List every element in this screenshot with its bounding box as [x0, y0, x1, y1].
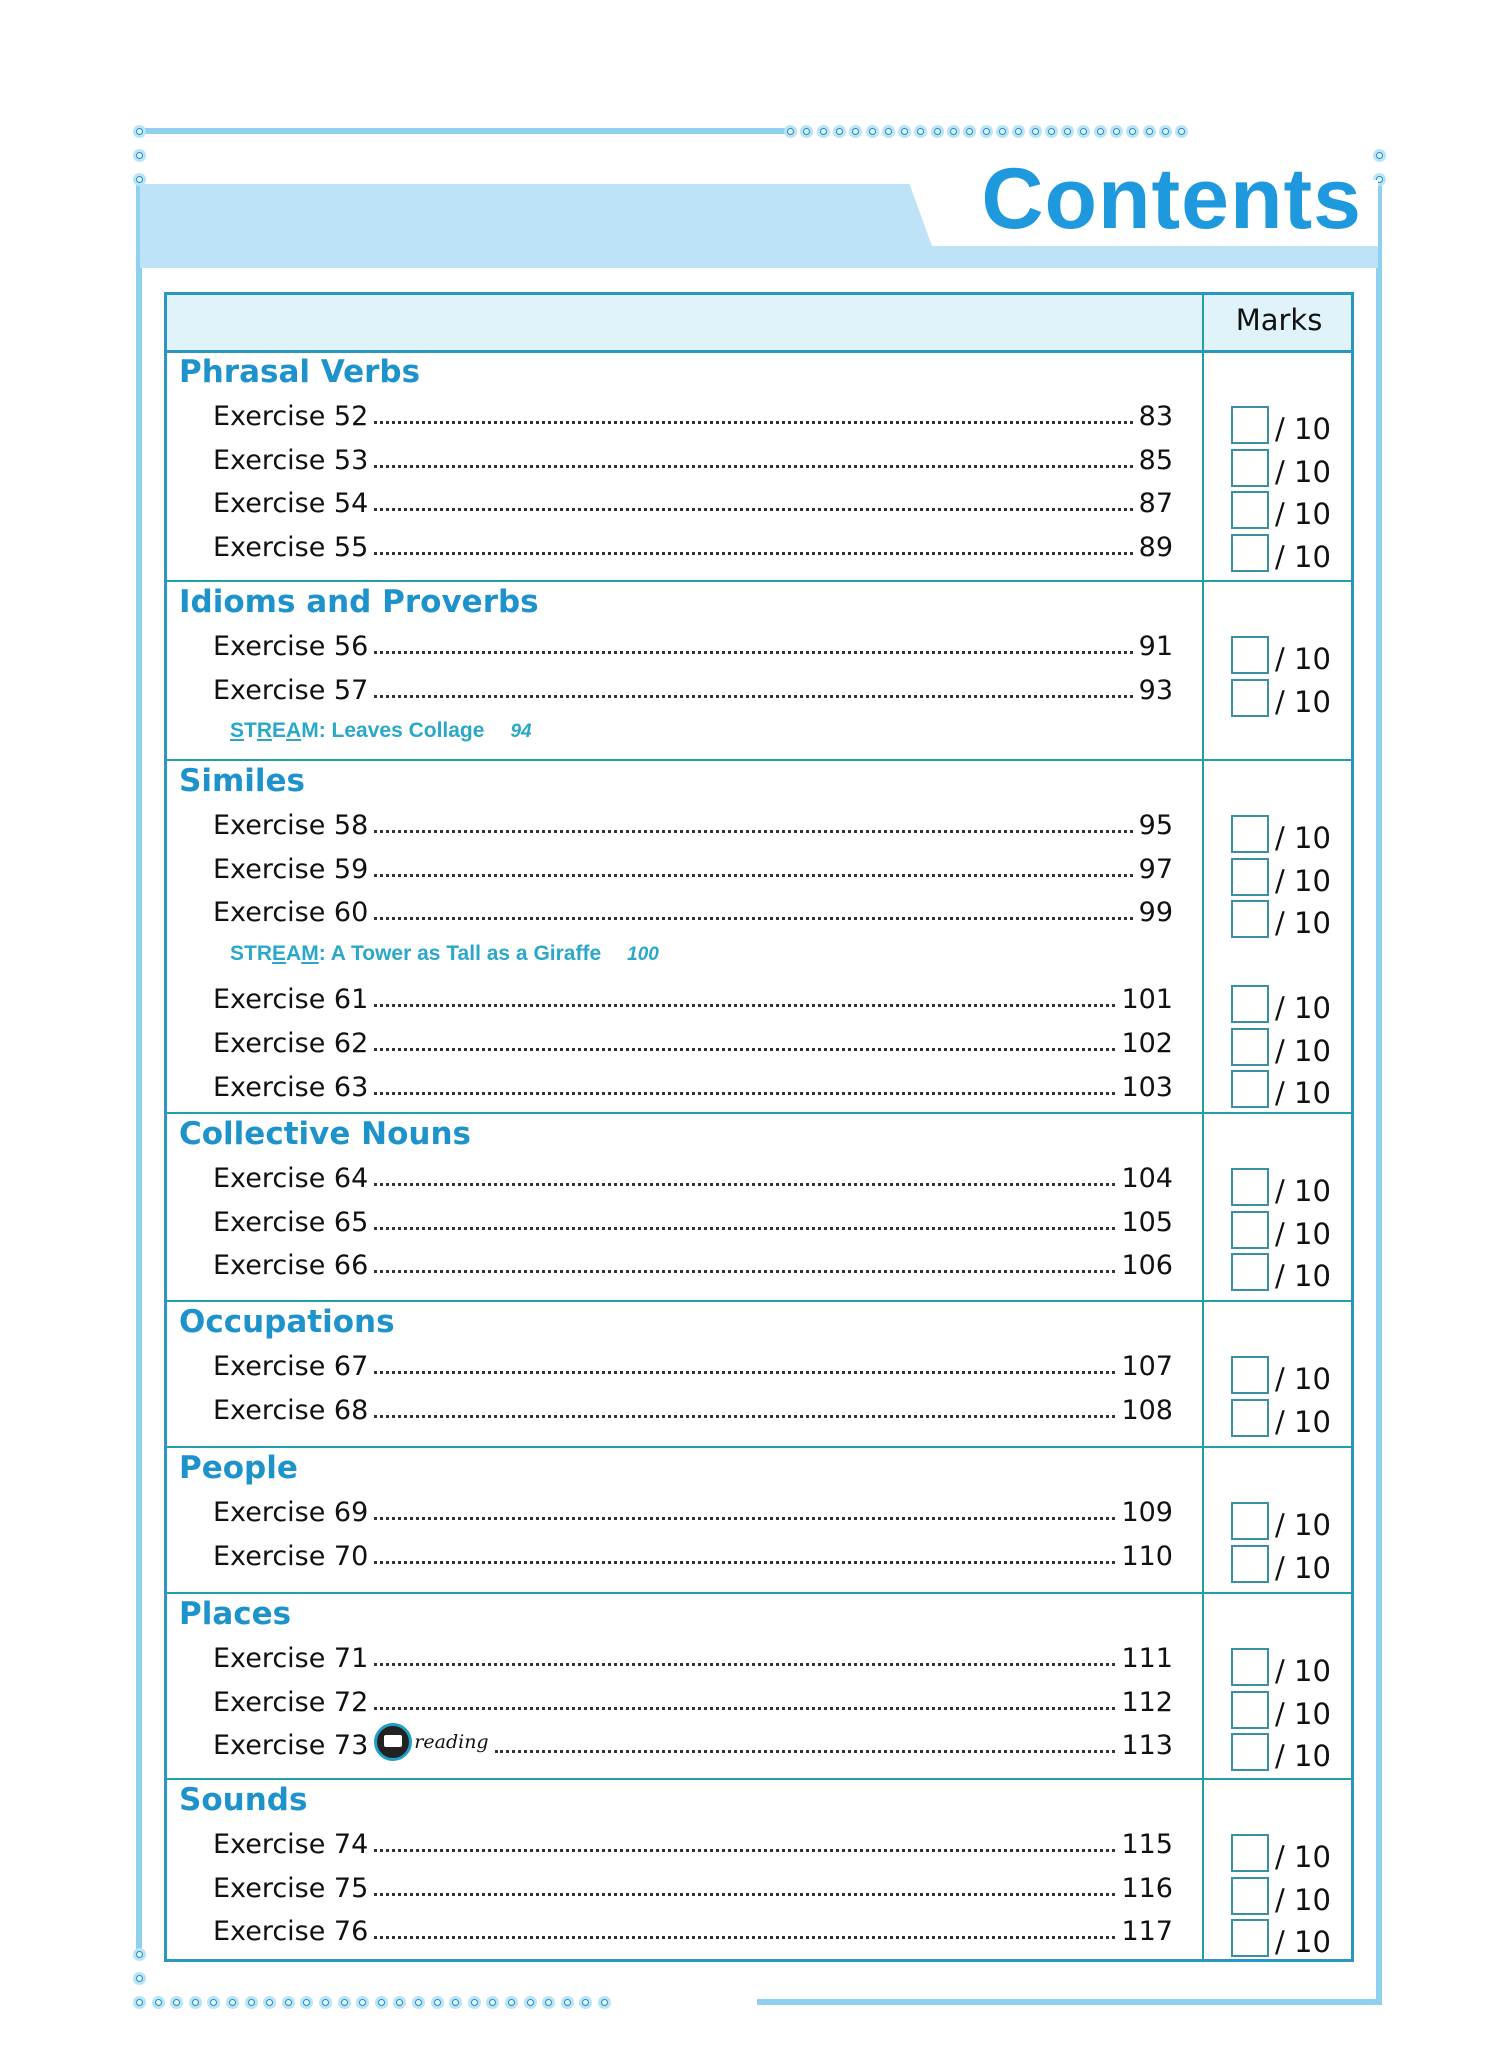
exercise-row[interactable] [213, 436, 1173, 476]
exercise-label: Exercise 62 [213, 1028, 369, 1059]
dot-leader [374, 695, 1132, 698]
exercise-row[interactable] [213, 523, 1173, 563]
section [167, 1112, 1351, 1302]
frame-dot-icon [1373, 149, 1386, 162]
page-number: 102 [1121, 1028, 1173, 1059]
marks-out-of: / 10 [1275, 1259, 1331, 1293]
dot-leader [374, 917, 1132, 920]
exercise-row[interactable] [213, 888, 1173, 928]
frame-dot-icon [561, 1996, 574, 2009]
stream-page-number: 94 [510, 721, 532, 743]
stream-page-number: 100 [627, 943, 659, 965]
stream-prefix: STREAM [230, 719, 319, 743]
marks-entry [1231, 1830, 1331, 1872]
marks-input-box[interactable] [1231, 815, 1269, 853]
frame-dot-icon [931, 125, 944, 138]
exercise-label: Exercise 67 [213, 1351, 369, 1382]
marks-input-box[interactable] [1231, 491, 1269, 529]
reading-badge [374, 1723, 488, 1761]
frame-dot-icon [980, 125, 993, 138]
marks-out-of: / 10 [1275, 991, 1331, 1026]
frame-dot-icon [524, 1996, 537, 2009]
marks-entry [1231, 1498, 1331, 1540]
frame-right-line [1376, 180, 1382, 2005]
marks-entry [1231, 445, 1331, 487]
marks-entry [1231, 1729, 1331, 1771]
reading-label: reading [414, 1731, 489, 1754]
dot-leader [374, 552, 1132, 555]
stream-prefix: STREAM [230, 941, 319, 965]
exercise-label: Exercise 54 [213, 488, 369, 520]
stream-activity-link[interactable] [230, 719, 532, 743]
frame-dot-icon [1175, 125, 1188, 138]
exercise-label: Exercise 52 [213, 401, 369, 432]
frame-dot-icon [598, 1996, 611, 2009]
section-title: Similes [179, 763, 305, 799]
marks-out-of: / 10 [1275, 684, 1331, 719]
exercise-label: Exercise 63 [213, 1071, 369, 1103]
exercise-row[interactable] [213, 1063, 1173, 1103]
marks-out-of: / 10 [1275, 1696, 1331, 1731]
exercise-label: Exercise 75 [213, 1872, 369, 1904]
section [167, 1592, 1351, 1780]
exercise-row[interactable] [213, 1241, 1173, 1281]
marks-input-box[interactable] [1231, 1502, 1269, 1540]
exercise-label: Exercise 76 [213, 1916, 369, 1948]
marks-out-of: / 10 [1275, 863, 1331, 898]
frame-dot-icon [375, 1996, 388, 2009]
exercise-label: Exercise 69 [213, 1497, 369, 1528]
marks-input-box[interactable] [1231, 1253, 1269, 1291]
frame-top-line [145, 128, 785, 134]
marks-input-box[interactable] [1231, 1691, 1269, 1729]
frame-dot-icon [1094, 125, 1107, 138]
dot-leader [374, 1849, 1115, 1852]
stream-title: : Leaves Collage [318, 719, 485, 743]
frame-dot-icon [486, 1996, 499, 2009]
frame-dot-icon [898, 125, 911, 138]
marks-input-box[interactable] [1231, 1070, 1269, 1108]
frame-dot-icon [1077, 125, 1090, 138]
marks-input-box[interactable] [1231, 985, 1269, 1023]
frame-dot-icon [393, 1996, 406, 2009]
exercise-row[interactable] [213, 1820, 1173, 1860]
page-number: 105 [1121, 1206, 1173, 1238]
page-number: 117 [1121, 1916, 1173, 1948]
dot-leader [374, 1561, 1115, 1564]
marks-out-of: / 10 [1275, 454, 1331, 489]
marks-out-of: / 10 [1275, 1076, 1331, 1111]
marks-input-box[interactable] [1231, 1919, 1269, 1957]
dot-leader [374, 1092, 1115, 1095]
dot-leader [374, 421, 1132, 424]
section-title: Places [179, 1596, 292, 1632]
marks-entry [1231, 811, 1331, 853]
frame-dot-icon [282, 1996, 295, 2009]
section [167, 350, 1351, 582]
page-number: 106 [1121, 1250, 1173, 1282]
marks-entry [1231, 1915, 1331, 1957]
section-title: Idioms and Proverbs [179, 584, 539, 620]
section-title: People [179, 1450, 298, 1486]
exercise-label: Exercise 71 [213, 1643, 369, 1674]
marks-input-box[interactable] [1231, 1648, 1269, 1686]
marks-entry [1231, 1873, 1331, 1915]
frame-dot-icon [338, 1996, 351, 2009]
marks-entry [1231, 530, 1331, 572]
marks-out-of: / 10 [1275, 906, 1331, 940]
page-number: 110 [1121, 1540, 1173, 1572]
exercise-row[interactable] [213, 1864, 1173, 1904]
exercise-row[interactable] [213, 1678, 1173, 1718]
exercise-label: Exercise 73 [213, 1730, 369, 1762]
frame-dot-icon [1126, 125, 1139, 138]
marks-input-box[interactable] [1231, 900, 1269, 938]
exercise-row[interactable] [213, 1198, 1173, 1238]
exercise-row[interactable] [213, 1019, 1173, 1059]
frame-dot-icon [449, 1996, 462, 2009]
frame-dot-icon [226, 1996, 239, 2009]
table-header [167, 295, 1351, 353]
exercise-row[interactable] [213, 622, 1173, 662]
dot-leader [374, 1227, 1115, 1230]
section [167, 1300, 1351, 1448]
exercise-label: Exercise 70 [213, 1540, 369, 1572]
dot-leader [374, 1270, 1115, 1273]
marks-input-box[interactable] [1231, 1834, 1269, 1872]
marks-entry [1231, 854, 1331, 896]
frame-dot-icon [1159, 125, 1172, 138]
frame-dot-icon [152, 1996, 165, 2009]
section-title: Collective Nouns [179, 1116, 472, 1152]
marks-input-box[interactable] [1231, 1356, 1269, 1394]
page-number: 101 [1121, 984, 1173, 1016]
marks-entry [1231, 632, 1331, 674]
frame-dot-icon [914, 125, 927, 138]
dot-leader [374, 1893, 1115, 1896]
exercise-row[interactable] [213, 1386, 1173, 1426]
exercise-label: Exercise 64 [213, 1163, 369, 1194]
frame-dot-icon [1012, 125, 1025, 138]
dot-leader [374, 508, 1132, 511]
dot-leader [374, 1183, 1115, 1186]
marks-entry [1231, 1207, 1331, 1249]
exercise-label: Exercise 65 [213, 1206, 369, 1238]
exercise-label: Exercise 56 [213, 631, 369, 662]
dot-leader [495, 1750, 1116, 1753]
marks-entry [1231, 896, 1331, 938]
marks-out-of: / 10 [1275, 821, 1331, 855]
marks-entry [1231, 402, 1331, 444]
exercise-label: Exercise 72 [213, 1686, 369, 1718]
exercise-row[interactable] [213, 666, 1173, 706]
marks-input-box[interactable] [1231, 1545, 1269, 1583]
marks-out-of: / 10 [1275, 1925, 1331, 1959]
page-number: 83 [1138, 401, 1173, 432]
marks-out-of: / 10 [1275, 1216, 1331, 1251]
exercise-row[interactable] [213, 392, 1173, 432]
frame-dot-icon [579, 1996, 592, 2009]
frame-dot-icon [133, 1996, 146, 2009]
frame-dot-icon [468, 1996, 481, 2009]
marks-input-box[interactable] [1231, 449, 1269, 487]
frame-dot-icon [300, 1996, 313, 2009]
frame-dot-icon [817, 125, 830, 138]
marks-out-of: / 10 [1275, 642, 1331, 676]
exercise-label: Exercise 68 [213, 1394, 369, 1426]
page-number: 85 [1138, 444, 1173, 476]
marks-input-box[interactable] [1231, 1168, 1269, 1206]
exercise-label: Exercise 61 [213, 984, 369, 1016]
marks-entry [1231, 1249, 1331, 1291]
frame-left-line [136, 180, 142, 1955]
exercise-label: Exercise 57 [213, 674, 369, 706]
marks-out-of: / 10 [1275, 1550, 1331, 1585]
page-number: 103 [1121, 1071, 1173, 1103]
contents-table [164, 292, 1354, 1962]
exercise-row[interactable] [213, 1721, 1173, 1761]
frame-dot-icon [133, 1972, 146, 1985]
exercise-row[interactable] [213, 1532, 1173, 1572]
frame-dot-icon [412, 1996, 425, 2009]
marks-entry [1231, 1687, 1331, 1729]
dot-leader [374, 1663, 1115, 1666]
marks-out-of: / 10 [1275, 1033, 1331, 1068]
page-number: 108 [1121, 1394, 1173, 1426]
marks-header: Marks [1235, 303, 1323, 337]
dot-leader [374, 1048, 1115, 1051]
frame-dot-icon [866, 125, 879, 138]
exercise-row[interactable] [213, 1634, 1173, 1674]
marks-input-box[interactable] [1231, 1733, 1269, 1771]
exercise-row[interactable] [213, 1342, 1173, 1382]
marks-entry [1231, 675, 1331, 717]
dot-leader [374, 830, 1132, 833]
frame-dot-icon [542, 1996, 555, 2009]
exercise-label: Exercise 58 [213, 810, 369, 841]
marks-input-box[interactable] [1231, 858, 1269, 896]
frame-dot-icon [505, 1996, 518, 2009]
exercise-row[interactable] [213, 975, 1173, 1015]
stream-title: : A Tower as Tall as a Giraffe [318, 941, 602, 965]
marks-out-of: / 10 [1275, 1508, 1331, 1542]
exercise-row[interactable] [213, 1907, 1173, 1947]
frame-bottom-line [757, 1999, 1382, 2005]
exercise-row[interactable] [213, 1488, 1173, 1528]
page-number: 116 [1121, 1872, 1173, 1904]
marks-out-of: / 10 [1275, 1362, 1331, 1396]
marks-input-box[interactable] [1231, 406, 1269, 444]
page-number: 93 [1138, 674, 1173, 706]
stream-activity-link[interactable] [230, 942, 659, 966]
dot-leader [374, 1517, 1115, 1520]
frame-dot-icon [849, 125, 862, 138]
frame-dot-icon [133, 125, 146, 138]
marks-input-box[interactable] [1231, 1399, 1269, 1437]
page-number: 113 [1121, 1730, 1173, 1762]
marks-out-of: / 10 [1275, 1739, 1331, 1773]
section [167, 1778, 1351, 1959]
section-title: Sounds [179, 1782, 308, 1818]
exercise-row[interactable] [213, 479, 1173, 519]
page-number: 112 [1121, 1686, 1173, 1718]
dot-leader [374, 1415, 1115, 1418]
marks-out-of: / 10 [1275, 1840, 1331, 1874]
section [167, 1446, 1351, 1594]
frame-dot-icon [431, 1996, 444, 2009]
section [167, 759, 1351, 1114]
page-number: 87 [1138, 488, 1173, 520]
frame-dot-icon [1061, 125, 1074, 138]
exercise-label: Exercise 60 [213, 897, 369, 929]
exercise-row[interactable] [213, 845, 1173, 885]
frame-dot-icon [356, 1996, 369, 2009]
marks-out-of: / 10 [1275, 497, 1331, 531]
dot-leader [374, 465, 1132, 468]
marks-entry [1231, 1024, 1331, 1066]
frame-dot-icon [1110, 125, 1123, 138]
frame-dot-icon [996, 125, 1009, 138]
page-number: 89 [1138, 531, 1173, 563]
frame-dot-icon [1045, 125, 1058, 138]
exercise-row[interactable] [213, 1154, 1173, 1194]
dot-leader [374, 874, 1132, 877]
page-number: 115 [1121, 1829, 1173, 1860]
page-number: 99 [1138, 897, 1173, 929]
frame-dot-icon [1143, 125, 1156, 138]
frame-dot-icon [963, 125, 976, 138]
marks-entry [1231, 1644, 1331, 1686]
frame-dot-icon [882, 125, 895, 138]
frame-dot-icon [947, 125, 960, 138]
section-title: Occupations [179, 1304, 395, 1340]
page-number: 104 [1121, 1163, 1173, 1194]
exercise-label: Exercise 59 [213, 853, 369, 885]
marks-input-box[interactable] [1231, 679, 1269, 717]
exercise-label: Exercise 66 [213, 1250, 369, 1282]
page-number: 91 [1138, 631, 1173, 662]
frame-dot-icon [170, 1996, 183, 2009]
page-title: Contents [981, 151, 1362, 247]
page-number: 111 [1121, 1643, 1173, 1674]
marks-input-box[interactable] [1231, 1211, 1269, 1249]
marks-out-of: / 10 [1275, 1404, 1331, 1439]
frame-dot-icon [833, 125, 846, 138]
frame-dot-icon [245, 1996, 258, 2009]
marks-input-box[interactable] [1231, 534, 1269, 572]
dot-leader [374, 1371, 1115, 1374]
frame-dot-icon [133, 149, 146, 162]
frame-dot-icon [189, 1996, 202, 2009]
frame-dot-icon [1029, 125, 1042, 138]
page-number: 97 [1138, 853, 1173, 885]
dot-leader [374, 1936, 1115, 1939]
marks-entry [1231, 1352, 1331, 1394]
marks-out-of: / 10 [1275, 412, 1331, 446]
marks-input-box[interactable] [1231, 1028, 1269, 1066]
marks-out-of: / 10 [1275, 1654, 1331, 1688]
frame-dot-icon [319, 1996, 332, 2009]
page-number: 107 [1121, 1351, 1173, 1382]
frame-dot-icon [207, 1996, 220, 2009]
frame-dot-icon [263, 1996, 276, 2009]
section [167, 580, 1351, 761]
dot-leader [374, 1707, 1115, 1710]
page-number: 95 [1138, 810, 1173, 841]
marks-input-box[interactable] [1231, 636, 1269, 674]
frame-dot-icon [133, 1948, 146, 1961]
marks-entry [1231, 981, 1331, 1026]
marks-entry [1231, 487, 1331, 529]
dot-leader [374, 651, 1132, 654]
section-title: Phrasal Verbs [179, 354, 421, 390]
marks-entry [1231, 1066, 1331, 1111]
reading-book-icon [374, 1723, 412, 1761]
frame-dot-icon [800, 125, 813, 138]
marks-entry [1231, 1541, 1331, 1583]
marks-entry [1231, 1164, 1331, 1206]
marks-entry [1231, 1395, 1331, 1437]
marks-input-box[interactable] [1231, 1877, 1269, 1915]
exercise-label: Exercise 74 [213, 1829, 369, 1860]
exercise-row[interactable] [213, 801, 1173, 841]
exercise-label: Exercise 55 [213, 531, 369, 563]
page-number: 109 [1121, 1497, 1173, 1528]
marks-out-of: / 10 [1275, 539, 1331, 574]
marks-out-of: / 10 [1275, 1882, 1331, 1917]
dot-leader [374, 1004, 1115, 1007]
frame-dot-icon [784, 125, 797, 138]
marks-out-of: / 10 [1275, 1174, 1331, 1208]
exercise-label: Exercise 53 [213, 444, 369, 476]
